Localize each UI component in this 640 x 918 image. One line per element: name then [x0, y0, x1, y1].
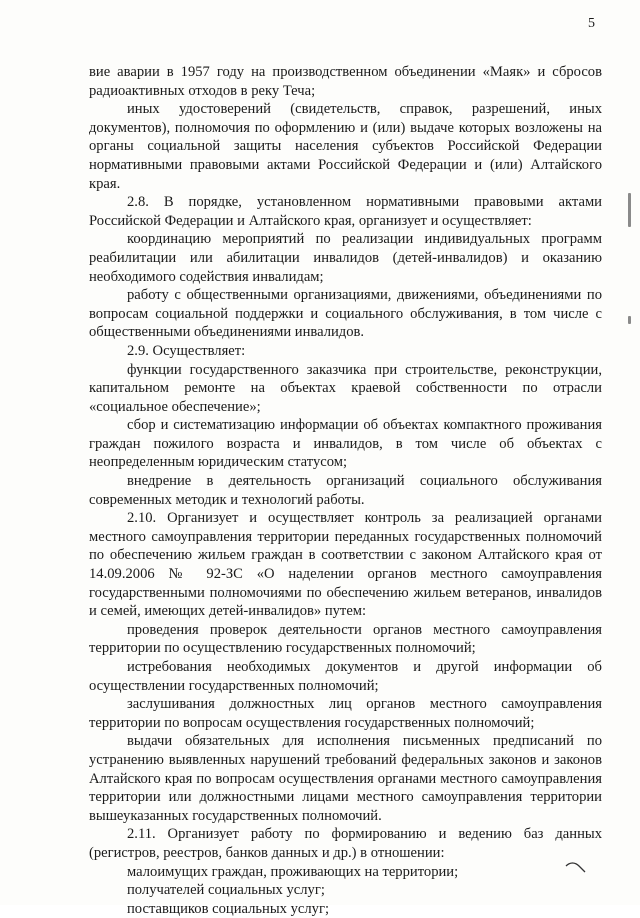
paragraph-prescriptions: выдачи обязательных для исполнения письменных предписаний по устранению выявленных нарушений требований федеральных законов и законов Алтайского края по вопросам осуществления органами местного самоуправления территории или должностными лицами местного самоуправления территории вышеуказанных государственных полномочий. — [89, 733, 602, 824]
paragraph-continuation: вие аварии в 1957 году на производственном объединении «Маяк» и сбросов радиоактивных отходов в реку Теча; — [89, 64, 602, 99]
paragraph-documents-request: истребования необходимых документов и другой информации об осуществлении государственных полномочий; — [89, 659, 602, 694]
paragraph-section-2-8: 2.8. В порядке, установленном нормативными правовыми актами Российской Федерации и Алтайского края, организует и осуществляет: — [89, 194, 602, 229]
page-corner-mark — [565, 860, 587, 874]
paragraph-information-collection: сбор и систематизацию информации об объектах компактного проживания граждан пожилого возраста и инвалидов, в том числе об объектах с неопределенным юридическим статусом; — [89, 417, 602, 471]
paragraph-service-providers: поставщиков социальных услуг; — [127, 900, 329, 917]
paragraph-state-customer: функции государственного заказчика при строительстве, реконструкции, капитальном ремонте на объектах краевой собственности по отрасли «социальное обеспечение»; — [89, 361, 602, 415]
paragraph-coordination: координацию мероприятий по реализации индивидуальных программ реабилитации или абилитации инвалидов (детей-инвалидов) и оказанию необходимого содействия инвалидам; — [89, 231, 602, 285]
paragraph-low-income: малоимущих граждан, проживающих на территории; — [127, 863, 459, 880]
paragraph-service-recipients: получателей социальных услуг; — [127, 882, 325, 899]
paragraph-certificates: иных удостоверений (свидетельств, справок, разрешений, иных документов), полномочия по оформлению и (или) выдаче которых возложены на органы социальной защиты населения субъектов Российской Федерации нормативными правовыми актами Российской Федерации и (или) Алтайского края. — [89, 101, 602, 192]
body-text — [89, 63, 602, 918]
paragraph-section-2-11: 2.11. Организует работу по формированию и ведению баз данных (регистров, реестров, банков данных и др.) в отношении: — [89, 826, 602, 861]
paragraph-section-2-9: 2.9. Осуществляет: — [127, 342, 246, 359]
paragraph-modern-methods: внедрение в деятельность организаций социального обслуживания современных методик и технологий работы. — [89, 473, 602, 508]
page-number: 5 — [588, 16, 595, 31]
paragraph-hearings: заслушивания должностных лиц органов местного самоуправления территории по вопросам осуществления государственных полномочий; — [89, 696, 602, 731]
paragraph-section-2-10: 2.10. Организует и осуществляет контроль за реализацией органами местного самоуправления территории переданных государственных полномочий по обеспечению жильем граждан в соответствии с законом Алтайского края от 14.09.2006 № 92-ЗС «О наделении органов местного самоуправления государственными полномочиями по обеспечению жильем ветеранов, инвалидов и семей, имеющих детей-инвалидов» путем: — [89, 510, 602, 620]
paragraph-public-organizations: работу с общественными организациями, движениями, объединениями по вопросам социальной поддержки и социального обслуживания, в том числе с общественными объединениями инвалидов. — [89, 287, 602, 341]
paragraph-inspections: проведения проверок деятельности органов местного самоуправления территории по осуществлению государственных полномочий; — [89, 621, 602, 657]
scan-edge-mark — [628, 316, 631, 324]
scan-edge-mark — [628, 193, 631, 227]
